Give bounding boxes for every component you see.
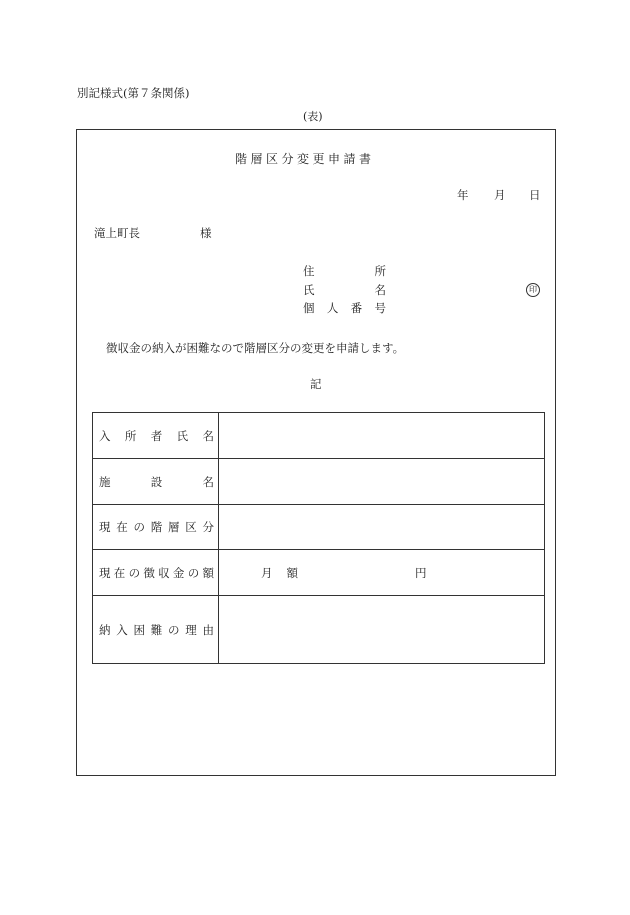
label-char: 者 (150, 428, 163, 443)
label-cell (93, 550, 219, 596)
label-char: 在 (113, 565, 126, 580)
facility-name-label (99, 474, 214, 490)
label-char: 氏 (176, 428, 189, 443)
ki-heading: 記 (310, 377, 322, 391)
current-fee-label (99, 565, 214, 581)
label-char: 困 (133, 622, 145, 637)
label-char: 名 (374, 283, 386, 297)
date-year-label: 年 (457, 188, 469, 202)
current-tier-field[interactable] (219, 505, 545, 550)
reason-label (99, 622, 214, 638)
table-row-current-tier (93, 505, 545, 550)
seal-mark: 印 (526, 283, 540, 297)
request-statement: 徴収金の納入が困難なので階層区分の変更を申請します。 (106, 341, 405, 355)
label-char: 在 (116, 520, 128, 534)
current-fee-field[interactable] (219, 550, 545, 596)
label-char: 階 (150, 520, 163, 534)
label-cell (93, 505, 219, 550)
applicant-name-label (303, 285, 386, 297)
label-char: 入 (116, 622, 128, 637)
label-char: 名 (202, 474, 214, 489)
label-char: 名 (202, 428, 214, 443)
reason-field[interactable] (219, 596, 545, 664)
resident-name-label (99, 428, 214, 444)
label-char: 額 (202, 565, 214, 580)
label-char: 住 (303, 264, 315, 278)
table-row-reason (93, 596, 545, 664)
detail-table (92, 412, 545, 664)
label-char: 人 (326, 301, 339, 315)
resident-name-field[interactable] (219, 413, 545, 459)
applicant-address-label (303, 266, 386, 278)
date-month-label: 月 (494, 188, 506, 202)
label-char: 設 (150, 474, 163, 489)
label-char: 収 (158, 565, 170, 580)
monthly-amount-label (261, 565, 312, 581)
monthly-amount-label-text: 月額 (261, 565, 312, 580)
label-char: 分 (202, 520, 214, 534)
yen-unit-label: 円 (415, 565, 427, 580)
label-char: 納 (99, 622, 111, 637)
applicant-id-number-label (303, 303, 386, 315)
label-cell (93, 459, 219, 505)
label-char: 現 (99, 520, 111, 534)
label-char: 区 (185, 520, 197, 534)
label-char: 難 (150, 622, 163, 637)
label-char: の (187, 565, 200, 580)
label-char: 所 (124, 428, 137, 443)
label-char: 徴 (143, 565, 155, 580)
label-char: 層 (168, 520, 180, 534)
label-char: 由 (202, 622, 214, 637)
form-reference-header: 別記様式(第７条関係) (77, 86, 190, 100)
label-char: 氏 (303, 283, 315, 297)
page-side-label: (表) (303, 110, 323, 123)
label-char: 入 (99, 428, 111, 443)
table-row-facility-name (93, 459, 545, 505)
facility-name-field[interactable] (219, 459, 545, 505)
honorific: 様 (200, 226, 212, 240)
label-char: 個 (303, 301, 315, 315)
label-char: 現 (99, 565, 111, 580)
label-char: の (168, 622, 180, 637)
addressee: 滝上町長 (94, 226, 140, 240)
label-char: の (133, 520, 145, 534)
label-cell (93, 596, 219, 664)
form-title: 階層区分変更申請書 (235, 152, 375, 166)
label-cell (93, 413, 219, 459)
label-char: の (128, 565, 141, 580)
current-tier-label (99, 519, 214, 535)
label-char: 号 (374, 301, 386, 315)
label-char: 金 (172, 565, 185, 580)
label-char: 番 (350, 301, 363, 315)
label-char: 施 (99, 474, 111, 489)
table-row-current-fee (93, 550, 545, 596)
label-char: 所 (374, 264, 386, 278)
label-char: 理 (185, 622, 197, 637)
table-row-resident-name (93, 413, 545, 459)
date-day-label: 日 (529, 188, 541, 202)
